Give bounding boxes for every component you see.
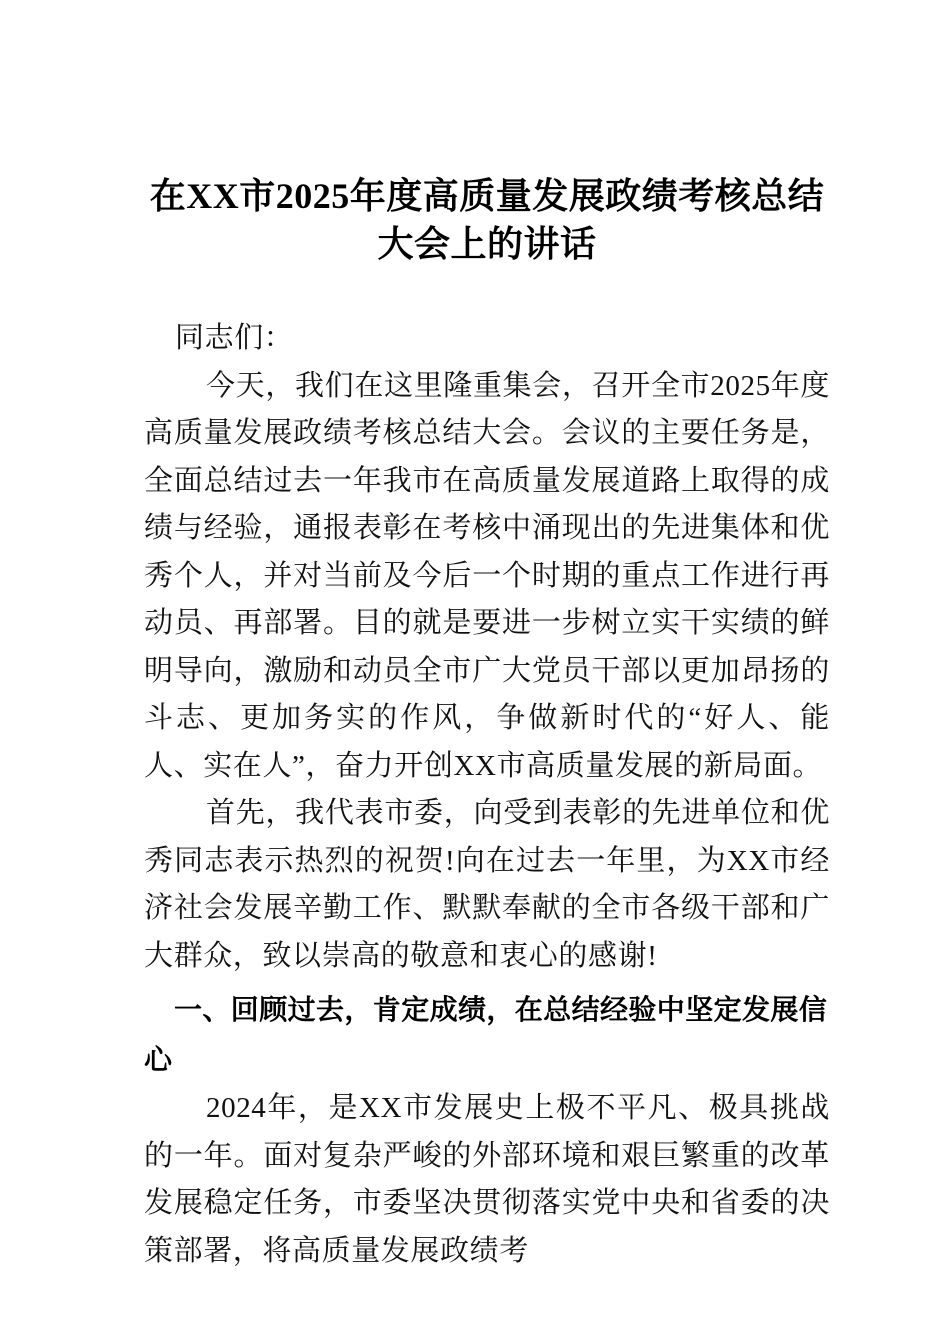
document-title: 在XX市2025年度高质量发展政绩考核总结大会上的讲话 bbox=[149, 176, 825, 264]
document-content bbox=[144, 0, 830, 1275]
section-heading-1: 一、回顾过去，肯定成绩，在总结经验中坚定发展信心 bbox=[144, 994, 828, 1075]
body-paragraph-1: 今天，我们在这里隆重集会，召开全市2025年度高质量发展政绩考核总结大会。会议的主要任务是，全面总结过去一年我市在高质量发展道路上取得的成绩与经验，通报表彰在考核中涌现出的先进集体和优秀个人，并对当前及今后一个时期的重点工作进行再动员、再部署。目的就是要进一步树立实干实绩的鲜明导向，激励和动员全市广大党员干部以更加昂扬的斗志、更加务实的作风，争做新时代的“好人、能人、实在人”，奋力开创XX市高质量发展的新局面。 bbox=[144, 369, 830, 782]
body-paragraph-2: 首先，我代表市委，向受到表彰的先进单位和优秀同志表示热烈的祝贺!向在过去一年里，为XX市经济社会发展辛勤工作、默默奉献的全市各级干部和广大群众，致以崇高的敬意和衷心的感谢! bbox=[144, 797, 830, 972]
body-paragraph-3: 2024年，是XX市发展史上极不平凡、极具挑战的一年。面对复杂严峻的外部环境和艰巨繁重的改革发展稳定任务，市委坚决贯彻落实党中央和省委的决策部署，将高质量发展政绩考 bbox=[144, 1092, 830, 1267]
salutation: 同志们： bbox=[175, 322, 294, 354]
title-body-spacer bbox=[144, 268, 830, 315]
